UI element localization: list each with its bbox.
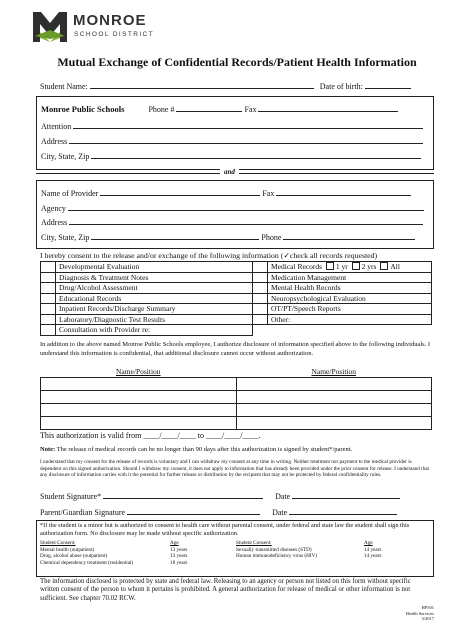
provider-name-label: Name of Provider [41,189,99,198]
provider-address-field[interactable] [69,217,423,225]
student-signature-label: Student Signature* [40,492,102,501]
medical-records-label: Medical Records [271,262,323,272]
name-position-header: Name/Position [115,367,161,377]
provider-address-label: Address [41,218,68,227]
table-header-row [41,367,432,377]
parent-date-field[interactable] [289,507,397,515]
recipient-cell[interactable] [41,377,237,390]
provider-row [41,188,411,198]
record-label-medical [268,262,432,273]
school-city-field[interactable] [91,151,421,159]
provider-city-field[interactable] [91,232,259,240]
age-col-header: Age [170,540,179,546]
logo-title: MONROE [73,12,147,29]
consent-col-header: Student Consent: [40,540,76,546]
table-row [41,304,432,315]
parent-signature-field[interactable] [127,507,260,515]
school-city-row [41,151,421,161]
student-date-field[interactable] [292,491,400,499]
table-row [41,377,432,390]
table-row [41,314,432,325]
consent-text: I hereby consent to the release and/or exchange of the following information (✓check all records requested) [40,251,378,260]
agency-field[interactable] [68,203,424,211]
checkbox-1yr[interactable] [326,262,334,270]
attention-field[interactable] [73,121,423,129]
recipient-cell[interactable] [236,416,432,429]
empty-cell [253,325,268,336]
table-row [41,325,432,336]
consent-item: Human immunodeficiency virus (HIV) [236,553,318,560]
valid-from-line: This authorization is valid from ____/____/____ to ____/____/____. [40,431,261,440]
form-code-line: 3/2017 [421,616,434,621]
minor-right-table [236,540,381,560]
record-checkbox[interactable] [253,314,268,325]
logo-subtitle: SCHOOL DISTRICT [74,31,154,38]
school-fax-field[interactable] [258,104,398,112]
authorization-paragraph: In addition to the above named Monroe Public Schools employee, I authorize disclosure of information specified above to the following individuals. I understand this information is confidential, that additional disclosure cannot occur without authorization. [40,341,431,357]
school-fax-label: Fax [244,105,257,114]
record-checkbox[interactable] [41,325,56,336]
record-checkbox[interactable] [253,293,268,304]
name-position-header: Name/Position [311,367,357,377]
record-label: Educational Records [56,293,253,304]
table-row [41,262,432,273]
checkbox-2yrs[interactable] [352,262,360,270]
student-row [40,81,411,91]
consent-item: Drug, alcohol abuse (outpatient) [40,553,108,560]
consent-age: 14 years [364,546,382,553]
record-label: Consultation with Provider re: [56,325,253,336]
consent-item: Chemical dependency treatment (residential) [40,559,134,566]
opt-all-label: All [390,262,400,272]
record-label: Developmental Evaluation [56,262,253,273]
student-name-field[interactable] [90,81,314,89]
record-checkbox[interactable] [253,304,268,315]
name-position-table [40,367,432,430]
provider-city-label: City, State, Zip [41,233,90,242]
consent-age: 18 years [170,559,188,566]
table-row [41,403,432,416]
record-checkbox[interactable] [253,283,268,294]
table-row [41,390,432,403]
record-checkbox[interactable] [41,314,56,325]
consent-col-header: Student Consent: [236,540,272,546]
provider-name-field[interactable] [100,188,260,196]
school-phone-field[interactable] [176,104,242,112]
empty-cell [268,325,432,336]
parent-signature-label: Parent/Guardian Signature [40,508,126,517]
checkbox-all[interactable] [380,262,388,270]
form-title: Mutual Exchange of Confidential Records/Patient Health Information [57,55,417,69]
student-date-label: Date [275,492,291,501]
school-phone-label: Phone # [148,105,175,114]
provider-city-row [41,232,415,242]
age-col-header: Age [364,540,373,546]
district-logo-icon [33,12,67,42]
record-checkbox[interactable] [253,272,268,283]
recipient-cell[interactable] [236,390,432,403]
and-label: and [220,168,239,176]
record-label: Drug/Alcohol Assessment [56,283,253,294]
school-city-label: City, State, Zip [41,152,90,161]
recipient-cell[interactable] [236,403,432,416]
recipient-cell[interactable] [41,416,237,429]
table-row [41,272,432,283]
student-signature-field[interactable] [103,491,263,499]
agency-label: Agency [41,204,66,213]
provider-fax-label: Fax [262,189,275,198]
note-line [40,446,432,455]
opt-1yr-label: 1 yr [335,262,348,272]
note-label: Note: [40,446,56,453]
form-code-line: HP501 [421,605,434,610]
table-row [41,293,432,304]
consent-age: 13 years [170,546,188,553]
provider-phone-field[interactable] [283,232,415,240]
recipient-cell[interactable] [236,377,432,390]
school-address-label: Address [41,137,68,146]
note-text: The release of medical records can be no longer than 90 days after this authorization is signed by student*/parent. [56,446,353,453]
attention-row [41,121,423,131]
record-label: Laboratory/Diagnostic Test Results [56,314,253,325]
school-name: Monroe Public Schools [41,104,125,114]
school-address-field[interactable] [69,136,423,144]
record-label: Neuropsychological Evaluation [268,293,432,304]
record-label: Diagnosis & Treatment Notes [56,272,253,283]
table-row [41,283,432,294]
recipient-cell[interactable] [41,403,237,416]
attention-label: Attention [41,122,72,131]
consent-age: 13 years [170,553,188,560]
record-checkbox[interactable] [41,272,56,283]
record-checkbox[interactable] [41,304,56,315]
provider-address-row [41,217,423,227]
recipient-cell[interactable] [41,390,237,403]
record-checkbox[interactable] [41,293,56,304]
consent-item: Sexually transmitted diseases (STD) [236,546,312,553]
record-label: Mental Health Records [268,283,432,294]
list-item [40,553,187,560]
agency-row [41,203,424,213]
form-code-line: Health Services [405,610,434,616]
understand-paragraph: I understand that my consent for the release of records is voluntary and I can withdraw my consent at any time in writing. Neither treatment nor payment to the medical provider is dependent on this signed authorization. Should I withdraw my consent, it does not apply to information that has already been provided under the prior consent for release. I understand that any disclosure of information carries with it the potential for further release or distribution by the recipient that may not be protected by federal confidentiality rules. [40,459,429,479]
list-item [40,560,187,567]
parent-date-label: Date [272,508,288,517]
records-table [40,261,432,336]
opt-2yrs-label: 2 yrs [361,262,377,272]
consent-age: 14 years [364,553,382,560]
provider-fax-field[interactable] [276,188,411,196]
minor-left-table [40,540,187,566]
school-address-row [41,136,423,146]
student-name-label: Student Name: [40,82,88,91]
dob-field[interactable] [365,81,411,89]
table-row [41,416,432,429]
minor-consent-text: *If the student is a minor but is authorized to consent to health care without parental consent, under federal and state law the student shall sign this authorization form. No disclosure may be made without specific authorization. [40,522,410,537]
record-label: Medication Management [268,272,432,283]
record-checkbox[interactable] [253,262,268,273]
record-label: Other: [268,314,432,325]
record-label: Inpatient Records/Discharge Summary [56,304,253,315]
record-label: OT/PT/Speech Reports [268,304,432,315]
provider-phone-label: Phone [261,233,282,242]
parent-signature-row [40,507,397,517]
consent-item: Mental health (outpatient) [40,546,95,553]
list-item [236,553,381,560]
footer-paragraph: The information disclosed is protected by state and federal law. Releasing to an agency or person not listed on this form without specific written consent of the person to whom it pertains is prohibited. A general authorization for release of medical or other information is not sufficient. See chapter 70.02 RCW. [40,578,411,602]
dob-label: Date of birth: [319,82,363,91]
record-checkbox[interactable] [41,283,56,294]
student-signature-row [40,491,400,501]
record-checkbox[interactable] [41,262,56,273]
school-row [41,104,398,114]
form-code [404,605,434,622]
